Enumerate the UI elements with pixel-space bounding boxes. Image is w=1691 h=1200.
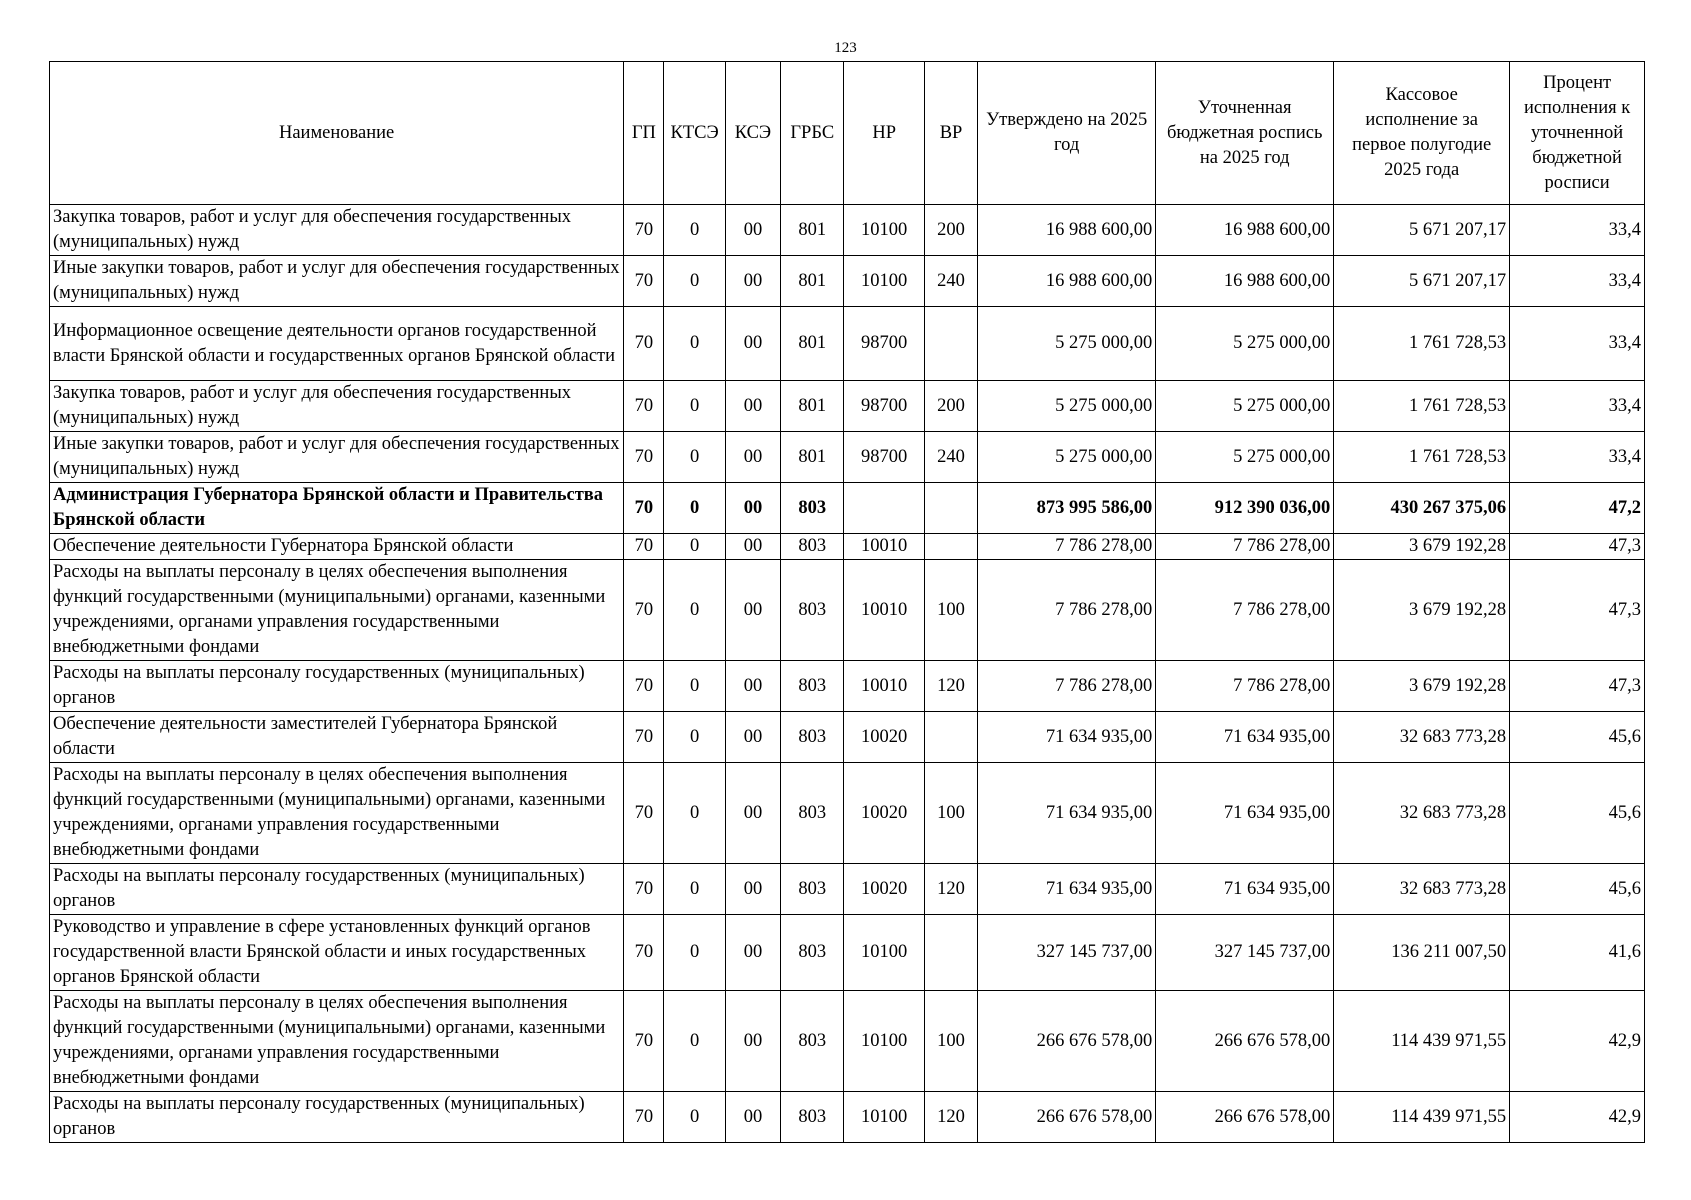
row-ktse: 0 [664,712,725,763]
row-np: 10010 [844,661,924,712]
row-name: Обеспечение деятельности заместителей Губернатора Брянской области [50,712,624,763]
row-ktse: 0 [664,915,725,991]
row-percent: 33,4 [1510,256,1645,307]
row-ktse: 0 [664,763,725,864]
row-refined: 71 634 935,00 [1156,864,1334,915]
row-approved: 5 275 000,00 [978,381,1156,432]
row-vr: 100 [924,560,977,661]
row-percent: 47,3 [1510,661,1645,712]
row-kse: 00 [725,763,780,864]
row-kse: 00 [725,915,780,991]
row-ktse: 0 [664,307,725,381]
table-row [50,864,1645,915]
row-name: Иные закупки товаров, работ и услуг для обеспечения государственных (муниципальных) нужд [50,256,624,307]
budget-table [49,61,1645,1143]
row-grbs: 803 [781,560,844,661]
row-refined: 266 676 578,00 [1156,1092,1334,1143]
row-percent: 47,3 [1510,534,1645,560]
table-row [50,432,1645,483]
table-row [50,991,1645,1092]
row-grbs: 801 [781,307,844,381]
row-name: Расходы на выплаты персоналу в целях обеспечения выполнения функций государственными (муниципальными) органами, казенными учреждениями, органами управления государственными внебюджетными фондами [50,991,624,1092]
row-kse: 00 [725,483,780,534]
row-refined: 7 786 278,00 [1156,661,1334,712]
row-vr [924,307,977,381]
row-percent: 33,4 [1510,205,1645,256]
table-row [50,307,1645,381]
header-kse: КСЭ [725,62,780,205]
header-grbs: ГРБС [781,62,844,205]
row-approved: 266 676 578,00 [978,991,1156,1092]
row-cash: 114 439 971,55 [1334,991,1510,1092]
row-grbs: 803 [781,712,844,763]
row-kse: 00 [725,256,780,307]
row-cash: 1 761 728,53 [1334,381,1510,432]
row-np: 10100 [844,1092,924,1143]
row-gp: 70 [624,432,664,483]
row-refined: 5 275 000,00 [1156,432,1334,483]
row-kse: 00 [725,534,780,560]
row-gp: 70 [624,307,664,381]
row-approved: 16 988 600,00 [978,256,1156,307]
row-percent: 42,9 [1510,991,1645,1092]
row-name: Расходы на выплаты персоналу государственных (муниципальных) органов [50,864,624,915]
row-refined: 71 634 935,00 [1156,763,1334,864]
row-ktse: 0 [664,864,725,915]
row-kse: 00 [725,307,780,381]
row-ktse: 0 [664,560,725,661]
row-gp: 70 [624,534,664,560]
header-approved: Утверждено на 2025 год [978,62,1156,205]
row-cash: 5 671 207,17 [1334,205,1510,256]
row-grbs: 801 [781,381,844,432]
row-refined: 16 988 600,00 [1156,205,1334,256]
row-grbs: 803 [781,991,844,1092]
row-name: Закупка товаров, работ и услуг для обеспечения государственных (муниципальных) нужд [50,205,624,256]
row-approved: 266 676 578,00 [978,1092,1156,1143]
row-approved: 71 634 935,00 [978,864,1156,915]
row-refined: 5 275 000,00 [1156,307,1334,381]
row-approved: 5 275 000,00 [978,432,1156,483]
header-cash: Кассовое исполнение за первое полугодие 2025 года [1334,62,1510,205]
row-cash: 32 683 773,28 [1334,763,1510,864]
header-vr: ВР [924,62,977,205]
row-gp: 70 [624,763,664,864]
table-row [50,915,1645,991]
table-row [50,256,1645,307]
row-np: 10020 [844,763,924,864]
row-cash: 3 679 192,28 [1334,560,1510,661]
row-name: Администрация Губернатора Брянской области и Правительства Брянской области [50,483,624,534]
header-name: Наименование [50,62,624,205]
row-np: 10100 [844,205,924,256]
row-vr: 120 [924,661,977,712]
table-row [50,534,1645,560]
row-np: 10100 [844,915,924,991]
row-name: Расходы на выплаты персоналу в целях обеспечения выполнения функций государственными (муниципальными) органами, казенными учреждениями, органами управления государственными внебюджетными фондами [50,560,624,661]
row-vr: 240 [924,432,977,483]
row-approved: 16 988 600,00 [978,205,1156,256]
row-cash: 114 439 971,55 [1334,1092,1510,1143]
row-gp: 70 [624,991,664,1092]
row-np: 10010 [844,560,924,661]
row-kse: 00 [725,432,780,483]
row-percent: 45,6 [1510,712,1645,763]
table-row [50,712,1645,763]
row-grbs: 801 [781,432,844,483]
row-ktse: 0 [664,432,725,483]
row-percent: 47,3 [1510,560,1645,661]
row-np: 10100 [844,256,924,307]
row-percent: 42,9 [1510,1092,1645,1143]
row-refined: 266 676 578,00 [1156,991,1334,1092]
row-vr: 100 [924,763,977,864]
row-kse: 00 [725,205,780,256]
row-ktse: 0 [664,381,725,432]
row-approved: 5 275 000,00 [978,307,1156,381]
header-refined: Уточненная бюджетная роспись на 2025 год [1156,62,1334,205]
row-percent: 45,6 [1510,864,1645,915]
row-cash: 1 761 728,53 [1334,307,1510,381]
row-refined: 327 145 737,00 [1156,915,1334,991]
row-gp: 70 [624,381,664,432]
row-grbs: 803 [781,1092,844,1143]
row-grbs: 803 [781,864,844,915]
row-kse: 00 [725,381,780,432]
row-percent: 45,6 [1510,763,1645,864]
header-percent: Процент исполнения к уточненной бюджетной росписи [1510,62,1645,205]
row-cash: 1 761 728,53 [1334,432,1510,483]
row-approved: 71 634 935,00 [978,763,1156,864]
row-cash: 136 211 007,50 [1334,915,1510,991]
row-approved: 873 995 586,00 [978,483,1156,534]
row-name: Закупка товаров, работ и услуг для обеспечения государственных (муниципальных) нужд [50,381,624,432]
row-ktse: 0 [664,483,725,534]
row-approved: 7 786 278,00 [978,534,1156,560]
header-gp: ГП [624,62,664,205]
row-np: 10010 [844,534,924,560]
row-vr: 200 [924,205,977,256]
row-vr: 200 [924,381,977,432]
row-approved: 327 145 737,00 [978,915,1156,991]
row-grbs: 801 [781,205,844,256]
row-kse: 00 [725,661,780,712]
row-vr [924,483,977,534]
row-vr [924,534,977,560]
row-ktse: 0 [664,256,725,307]
row-ktse: 0 [664,1092,725,1143]
row-approved: 71 634 935,00 [978,712,1156,763]
row-grbs: 803 [781,661,844,712]
header-row [50,62,1645,205]
table-row [50,661,1645,712]
row-gp: 70 [624,712,664,763]
row-refined: 912 390 036,00 [1156,483,1334,534]
row-np: 10100 [844,991,924,1092]
row-vr: 120 [924,1092,977,1143]
row-kse: 00 [725,560,780,661]
row-cash: 5 671 207,17 [1334,256,1510,307]
row-cash: 32 683 773,28 [1334,864,1510,915]
header-ktse: КТСЭ [664,62,725,205]
row-grbs: 803 [781,483,844,534]
row-refined: 16 988 600,00 [1156,256,1334,307]
row-kse: 00 [725,864,780,915]
row-gp: 70 [624,205,664,256]
row-cash: 32 683 773,28 [1334,712,1510,763]
page-number: 123 [834,40,857,56]
row-ktse: 0 [664,661,725,712]
row-np: 98700 [844,307,924,381]
row-refined: 7 786 278,00 [1156,560,1334,661]
row-kse: 00 [725,712,780,763]
table-row [50,205,1645,256]
row-cash: 430 267 375,06 [1334,483,1510,534]
row-kse: 00 [725,991,780,1092]
row-gp: 70 [624,864,664,915]
row-vr: 100 [924,991,977,1092]
row-np: 10020 [844,864,924,915]
row-np: 98700 [844,432,924,483]
row-gp: 70 [624,1092,664,1143]
row-ktse: 0 [664,205,725,256]
row-np: 10020 [844,712,924,763]
row-cash: 3 679 192,28 [1334,661,1510,712]
row-name: Информационное освещение деятельности органов государственной власти Брянской области и государственных органов Брянской области [50,307,624,381]
row-cash: 3 679 192,28 [1334,534,1510,560]
row-gp: 70 [624,256,664,307]
row-percent: 33,4 [1510,432,1645,483]
row-approved: 7 786 278,00 [978,560,1156,661]
row-name: Обеспечение деятельности Губернатора Брянской области [50,534,624,560]
row-percent: 33,4 [1510,381,1645,432]
table-row [50,763,1645,864]
row-ktse: 0 [664,991,725,1092]
table-row [50,483,1645,534]
table-row [50,381,1645,432]
row-gp: 70 [624,915,664,991]
row-percent: 47,2 [1510,483,1645,534]
row-np: 98700 [844,381,924,432]
row-refined: 5 275 000,00 [1156,381,1334,432]
row-np [844,483,924,534]
row-grbs: 801 [781,256,844,307]
row-percent: 41,6 [1510,915,1645,991]
row-gp: 70 [624,483,664,534]
row-approved: 7 786 278,00 [978,661,1156,712]
row-grbs: 803 [781,534,844,560]
row-vr [924,712,977,763]
row-vr: 120 [924,864,977,915]
row-refined: 71 634 935,00 [1156,712,1334,763]
row-grbs: 803 [781,763,844,864]
row-name: Руководство и управление в сфере установленных функций органов государственной власти Брянской области и иных государственных органов Брянской области [50,915,624,991]
row-gp: 70 [624,661,664,712]
row-kse: 00 [725,1092,780,1143]
row-name: Расходы на выплаты персоналу в целях обеспечения выполнения функций государственными (муниципальными) органами, казенными учреждениями, органами управления государственными внебюджетными фондами [50,763,624,864]
header-np: НР [844,62,924,205]
row-percent: 33,4 [1510,307,1645,381]
row-ktse: 0 [664,534,725,560]
row-name: Расходы на выплаты персоналу государственных (муниципальных) органов [50,1092,624,1143]
row-refined: 7 786 278,00 [1156,534,1334,560]
row-vr: 240 [924,256,977,307]
row-gp: 70 [624,560,664,661]
row-name: Расходы на выплаты персоналу государственных (муниципальных) органов [50,661,624,712]
row-grbs: 803 [781,915,844,991]
table-row [50,1092,1645,1143]
row-vr [924,915,977,991]
table-row [50,560,1645,661]
row-name: Иные закупки товаров, работ и услуг для обеспечения государственных (муниципальных) нужд [50,432,624,483]
